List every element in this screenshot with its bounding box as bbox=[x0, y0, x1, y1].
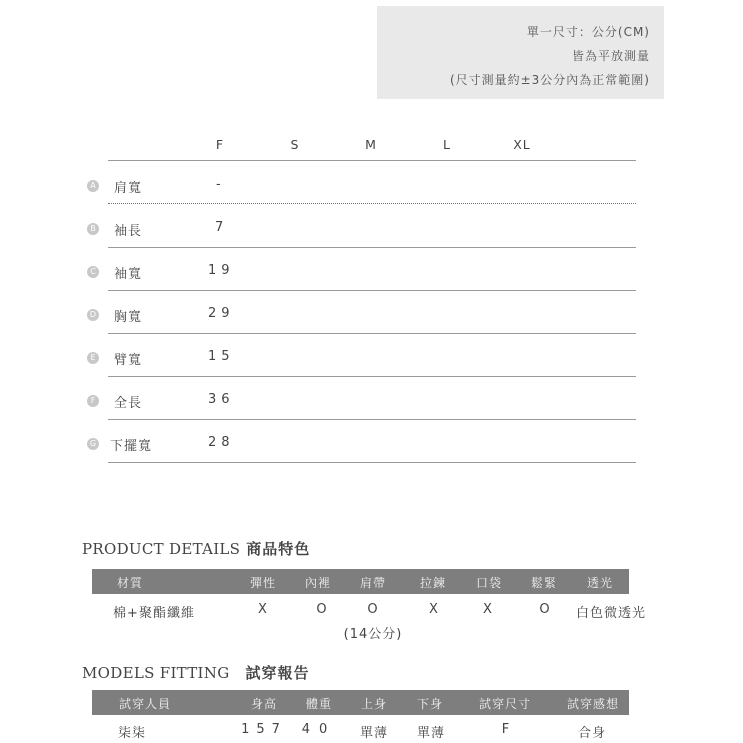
pd-header-elastic: 彈性 bbox=[249, 576, 277, 590]
size-label: 臂寬 bbox=[114, 353, 143, 368]
product-details-values bbox=[0, 602, 743, 642]
row-divider bbox=[108, 203, 636, 204]
size-header-l: L bbox=[443, 137, 451, 152]
marker-d-icon: D bbox=[87, 309, 99, 321]
size-value-f: 36 bbox=[208, 392, 235, 407]
row-divider bbox=[108, 462, 636, 463]
pd-value-waistband: O bbox=[539, 602, 551, 617]
size-label: 全長 bbox=[114, 396, 143, 411]
mf-value-top: 單薄 bbox=[359, 726, 389, 741]
pd-value-sheer: 白色微透光 bbox=[575, 606, 647, 621]
mf-value-size: F bbox=[501, 722, 511, 737]
row-divider bbox=[108, 290, 636, 291]
product-details-header-bar bbox=[92, 569, 629, 594]
size-header-m: M bbox=[365, 137, 377, 152]
pd-header-material: 材質 bbox=[116, 576, 144, 590]
row-divider bbox=[108, 333, 636, 334]
size-row-shoulder bbox=[0, 177, 743, 197]
mf-header-height: 身高 bbox=[250, 697, 278, 711]
size-value-f: 15 bbox=[208, 349, 235, 364]
mf-value-model: 柒柒 bbox=[117, 726, 147, 741]
size-header-divider bbox=[108, 160, 636, 161]
size-value-f: - bbox=[216, 177, 226, 192]
size-header-xl: XL bbox=[513, 137, 531, 152]
pd-header-pocket: 口袋 bbox=[475, 576, 503, 590]
size-row-arm bbox=[0, 349, 743, 369]
row-divider bbox=[108, 247, 636, 248]
pd-header-strap: 肩帶 bbox=[359, 576, 387, 590]
marker-c-icon: C bbox=[87, 266, 99, 278]
pd-value-zipper: X bbox=[429, 602, 439, 617]
pd-value-strap: O bbox=[367, 602, 379, 617]
pd-strap-note: (14公分) bbox=[343, 627, 403, 642]
size-row-length bbox=[0, 392, 743, 412]
size-row-hem bbox=[0, 435, 743, 455]
product-details-title-en: PRODUCT DETAILS bbox=[82, 540, 241, 558]
size-label: 胸寬 bbox=[114, 310, 143, 325]
marker-a-icon: A bbox=[87, 180, 99, 192]
mf-value-bottom: 單薄 bbox=[416, 726, 446, 741]
mf-header-model: 試穿人員 bbox=[118, 697, 172, 711]
size-value-f: 28 bbox=[208, 435, 235, 450]
mf-value-weight: 40 bbox=[301, 722, 337, 737]
size-header-f: F bbox=[215, 137, 225, 152]
size-value-f: 29 bbox=[208, 306, 235, 321]
mf-header-weight: 體重 bbox=[305, 697, 333, 711]
note-unit: 單一尺寸：公分(CM) bbox=[526, 25, 650, 39]
size-row-chest bbox=[0, 306, 743, 326]
row-divider bbox=[108, 376, 636, 377]
size-row-sleeve-length bbox=[0, 220, 743, 240]
mf-value-feedback: 合身 bbox=[577, 726, 607, 741]
size-label: 袖長 bbox=[114, 224, 143, 239]
size-value-f: 19 bbox=[208, 263, 235, 278]
size-value-f: 7 bbox=[215, 220, 229, 235]
size-row-sleeve-width bbox=[0, 263, 743, 283]
pd-value-material: 棉+聚酯纖維 bbox=[113, 606, 195, 621]
size-label: 下擺寬 bbox=[110, 439, 153, 454]
note-flat: 皆為平放測量 bbox=[571, 49, 650, 63]
size-label: 袖寬 bbox=[114, 267, 143, 282]
pd-header-sheer: 透光 bbox=[586, 576, 614, 590]
size-header-s: S bbox=[290, 137, 300, 152]
pd-header-waistband: 鬆緊 bbox=[530, 576, 558, 590]
pd-value-elastic: X bbox=[258, 602, 268, 617]
pd-header-zipper: 拉鍊 bbox=[419, 576, 447, 590]
marker-e-icon: E bbox=[87, 352, 99, 364]
marker-g-icon: G bbox=[87, 438, 99, 450]
mf-value-height: 157 bbox=[241, 722, 287, 737]
size-label: 肩寬 bbox=[114, 181, 143, 196]
models-fitting-header-bar bbox=[92, 690, 629, 715]
pd-header-lining: 內裡 bbox=[304, 576, 332, 590]
row-divider bbox=[108, 419, 636, 420]
mf-header-top: 上身 bbox=[360, 697, 388, 711]
models-fitting-title bbox=[82, 662, 310, 683]
mf-header-feedback: 試穿感想 bbox=[566, 697, 620, 711]
models-fitting-title-zh: 試穿報告 bbox=[245, 664, 310, 682]
product-details-title bbox=[82, 538, 310, 559]
marker-b-icon: B bbox=[87, 223, 99, 235]
models-fitting-title-en: MODELS FITTING bbox=[82, 664, 230, 682]
marker-f-icon: F bbox=[87, 395, 99, 407]
note-tolerance: (尺寸測量約±3公分內為正常範圍) bbox=[449, 73, 650, 87]
size-header-row bbox=[0, 137, 743, 153]
product-details-title-zh: 商品特色 bbox=[246, 540, 311, 558]
mf-header-bottom: 下身 bbox=[416, 697, 444, 711]
mf-header-size: 試穿尺寸 bbox=[478, 697, 532, 711]
pd-value-lining: O bbox=[316, 602, 328, 617]
pd-value-pocket: X bbox=[483, 602, 493, 617]
measurement-note bbox=[377, 6, 664, 99]
models-fitting-values bbox=[0, 722, 743, 742]
